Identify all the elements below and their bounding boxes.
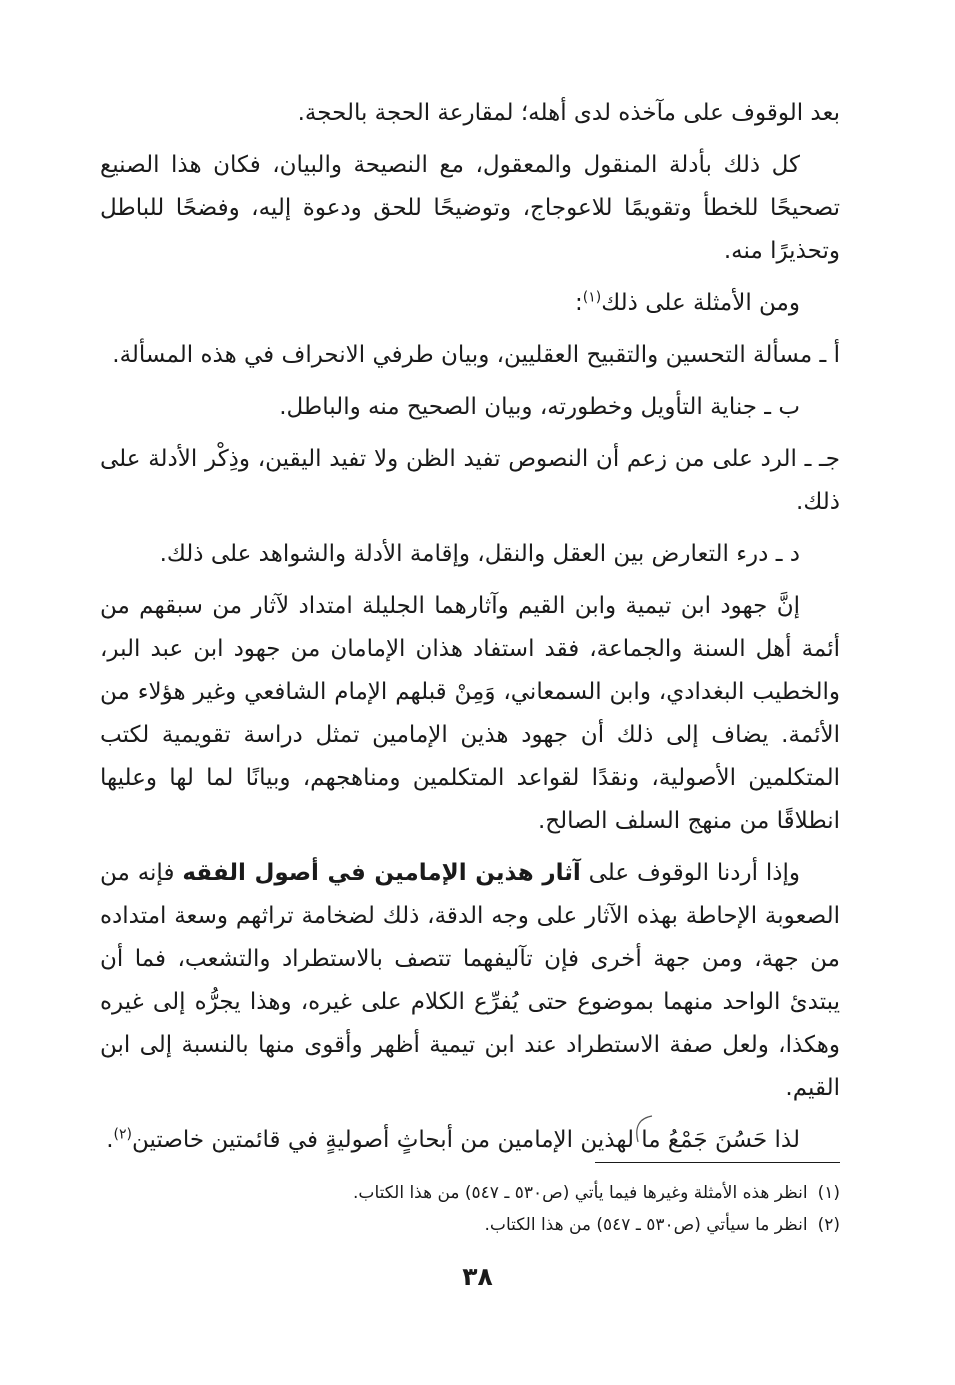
pencil-mark xyxy=(628,1112,660,1146)
paragraph-4: إنَّ جهود ابن تيمية وابن القيم وآثارهما الجليلة امتداد لآثار من سبقهم من أئمة أهل السنة والجماعة، فقد استفاد هذان الإمامان من جهود ابن عبد البر، والخطيب البغدادي، وابن السمعاني، وَمِنْ قبلهم الإمام الشافعي وغير هؤلاء من الأئمة. يضاف إلى ذلك أن جهود هذين الإمامين تمثل دراسة تقويمية لكتب المتكلمين الأصولية، ونقدًا لقواعد المتكلمين ومناهجهم، وبيانًا لما لها وعليها انطلاقًا من منهج السلف الصالح. xyxy=(100,593,840,834)
paragraph-1: بعد الوقوف على مآخذه لدى أهله؛ لمقارعة الحجة بالحجة. xyxy=(297,100,840,126)
footnote-ref-1: (١) xyxy=(582,289,602,306)
paragraph-5 xyxy=(100,852,840,1110)
list-item-c: جـ ـ الرد على من زعم أن النصوص تفيد الظن ولا تفيد اليقين، وذِكْر الأدلة على ذلك. xyxy=(100,446,840,515)
paragraph-3 xyxy=(100,282,840,325)
footnote-number: (١) xyxy=(817,1183,840,1203)
footnote-ref-2: (٢) xyxy=(113,1126,132,1143)
footnote-number: (٢) xyxy=(817,1215,840,1235)
paragraph-2: كل ذلك بأدلة المنقول والمعقول، مع النصيحة والبيان، فكان هذا الصنيع تصحيحًا للخطأ وتقويمًا للاعوجاج، وتوضيحًا للحق ودعوة إليه، وفضحًا للباطل وتحذيرًا منه. xyxy=(100,152,840,264)
page-number: ٣٨ xyxy=(462,1262,493,1291)
paragraph-5-after: فإنه من الصعوبة الإحاطة بهذه الآثار على وجه الدقة، ذلك لضخامة تراثهم وسعة امتداده من جهة، ومن جهة أخرى فإن تآليفهما تتصف بالاستطراد والتشعب، فما أن يبتدئ الواحد منهما بموضوع حتى يُفرِّع الكلام على غيره، وهذا يجرُّه إلى غيره وهكذا، ولعل صفة الاستطراد عند ابن تيمية أظهر وأقوى منها بالنسبة إلى ابن القيم. xyxy=(100,860,840,1101)
paragraph-3-tail: : xyxy=(575,290,583,316)
footnote-2 xyxy=(100,1209,840,1241)
paragraph-6-tail: . xyxy=(106,1127,114,1153)
list-item-d: د ـ درء التعارض بين العقل والنقل، وإقامة الأدلة والشواهد على ذلك. xyxy=(159,541,800,567)
footnote-1 xyxy=(100,1177,840,1209)
footnotes xyxy=(100,1177,840,1241)
paragraph-5-bold: آثار هذين الإمامين في أصول الفقه xyxy=(182,860,581,886)
list-item-b: ب ـ جناية التأويل وخطورته، وبيان الصحيح منه والباطل. xyxy=(279,394,800,420)
paragraph-6-text: لذا حَسُنَ جَمْعُ ما لهذين الإمامين من أبحاثٍ أصوليةٍ في قائمتين خاصتين xyxy=(131,1127,800,1153)
paragraph-6 xyxy=(100,1119,840,1162)
paragraph-5-before: وإذا أردنا الوقوف على xyxy=(580,860,801,886)
paragraph-3-text: ومن الأمثلة على ذلك xyxy=(601,290,800,316)
page-body xyxy=(100,92,840,1171)
footnote-text: انظر ما سيأتي (ص٥٣٠ ـ ٥٤٧) من هذا الكتاب. xyxy=(484,1215,808,1235)
footnote-divider xyxy=(595,1162,840,1163)
footnote-text: انظر هذه الأمثلة وغيرها فيما يأتي (ص٥٣٠ ـ ٥٤٧) من هذا الكتاب. xyxy=(353,1183,808,1203)
list-item-a: أ ـ مسألة التحسين والتقبيح العقليين، وبيان طرفي الانحراف في هذه المسألة. xyxy=(112,342,840,368)
